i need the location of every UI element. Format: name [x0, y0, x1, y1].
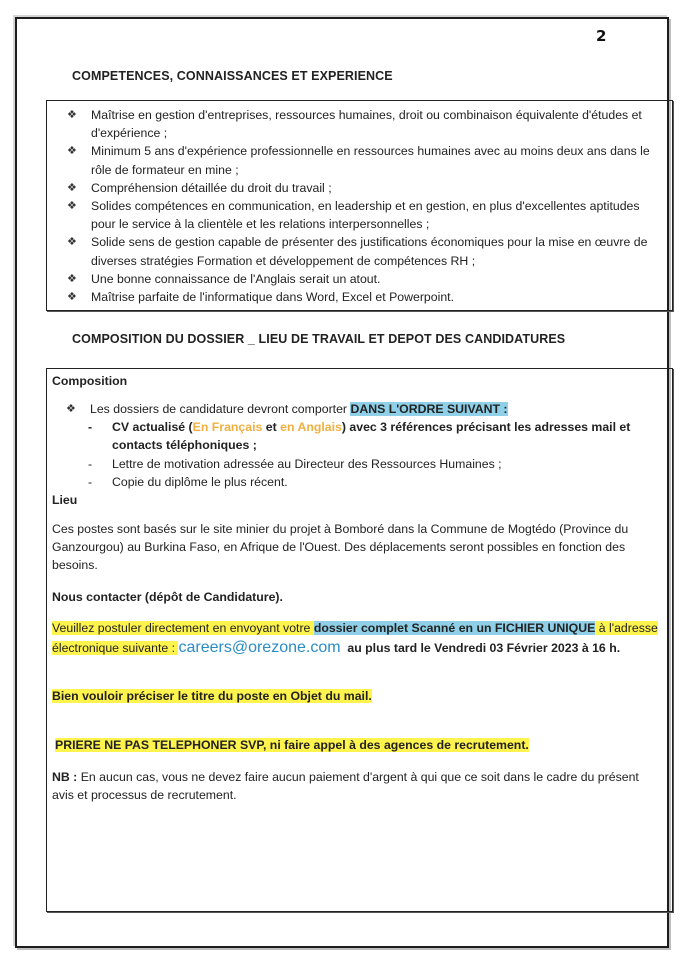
list-item: ❖ Minimum 5 ans d'expérience professionnelle en ressources humaines avec au moins deux ans dans le rôle de formateur en mine ; [67, 144, 650, 177]
diamond-bullet-icon: ❖ [67, 291, 77, 304]
list-item: ❖ Maîtrise en gestion d'entreprises, ressources humaines, droit ou combinaison équivalente d'études et d'expérience ; [67, 108, 642, 141]
list-item-diploma: - Copie du diplôme le plus récent. [88, 474, 288, 489]
section-title-competences: COMPETENCES, CONNAISSANCES ET EXPERIENCE [72, 69, 393, 83]
file-highlight: dossier complet Scanné en un FICHIER UNIQUE [313, 621, 596, 635]
list-item: ❖ Solides compétences en communication, en leadership et en gestion, en plus d'excellentes aptitudes pour le service à la clientèle et les relations interpersonnelles ; [67, 199, 640, 232]
composition-box [46, 368, 673, 912]
competences-list [53, 106, 660, 306]
lieu-heading: Lieu [52, 493, 78, 507]
email-link[interactable]: careers@orezone.com [178, 639, 341, 656]
competences-box [46, 100, 673, 311]
lieu-text: Ces postes sont basés sur le site minier du projet à Bomboré dans la Commune de Mogtédo (Province du Ganzourgou) au Burkina Faso, en Afrique de l'Ouest. Des déplacements seront possibles en fonction des besoins. [52, 522, 629, 573]
list-item-letter: - Lettre de motivation adressée au Directeur des Ressources Humaines ; [88, 456, 502, 471]
list-item: ❖ Les dossiers de candidature devront comporter DANS L'ORDRE SUIVANT : [52, 400, 660, 418]
composition-list [52, 400, 660, 418]
order-highlight: DANS L'ORDRE SUIVANT : [350, 402, 508, 416]
page-number: 2 [596, 27, 607, 45]
contact-heading: Nous contacter (dépôt de Candidature). [52, 590, 283, 604]
list-item: ❖ Une bonne connaissance de l'Anglais serait un atout. [53, 270, 660, 288]
list-item: ❖ Compréhension détaillée du droit du travail ; [53, 179, 660, 197]
contact-text: Veuillez postuler directement en envoyant votre dossier complet Scanné en un FICHIER UNIQUE à l'adresse électronique suivante : careers@orezone.com au plus tard le Vendredi 03 Février 2023 à 16 h. [52, 621, 658, 656]
nb-note: NB : En aucun cas, vous ne devez faire aucun paiement d'argent à qui que ce soit dans le cadre du présent avis et processus de recrutement. [52, 770, 639, 803]
list-item: ❖ Solide sens de gestion capable de présenter des justifications économiques pour la mise en œuvre de diverses stratégies Formation et développement de compétences RH ; [67, 235, 648, 268]
composition-heading: Composition [52, 374, 128, 388]
diamond-bullet-icon: ❖ [67, 145, 77, 158]
diamond-bullet-icon: ❖ [67, 236, 77, 249]
list-item: ❖ Maîtrise parfaite de l'informatique dans Word, Excel et Powerpoint. [53, 288, 660, 306]
documents-list [52, 418, 660, 491]
diamond-bullet-icon: ❖ [67, 272, 77, 285]
diamond-bullet-icon: ❖ [66, 403, 76, 415]
diamond-bullet-icon: ❖ [67, 181, 77, 194]
section-title-composition: COMPOSITION DU DOSSIER _ LIEU DE TRAVAIL ET DEPOT DES CANDIDATURES [72, 332, 566, 346]
deadline: au plus tard le Vendredi 03 Février 2023 à 16 h. [347, 641, 621, 655]
diamond-bullet-icon: ❖ [67, 109, 77, 121]
phone-note: PRIERE NE PAS TELEPHONER SVP, ni faire appel à des agences de recrutement. [55, 738, 529, 752]
diamond-bullet-icon: ❖ [67, 200, 77, 213]
list-item-cv: - CV actualisé (En Français et en Anglais) avec 3 références précisant les adresses mail et contacts téléphoniques ; [88, 420, 631, 453]
subject-note: Bien vouloir préciser le titre du poste en Objet du mail. [52, 689, 372, 703]
